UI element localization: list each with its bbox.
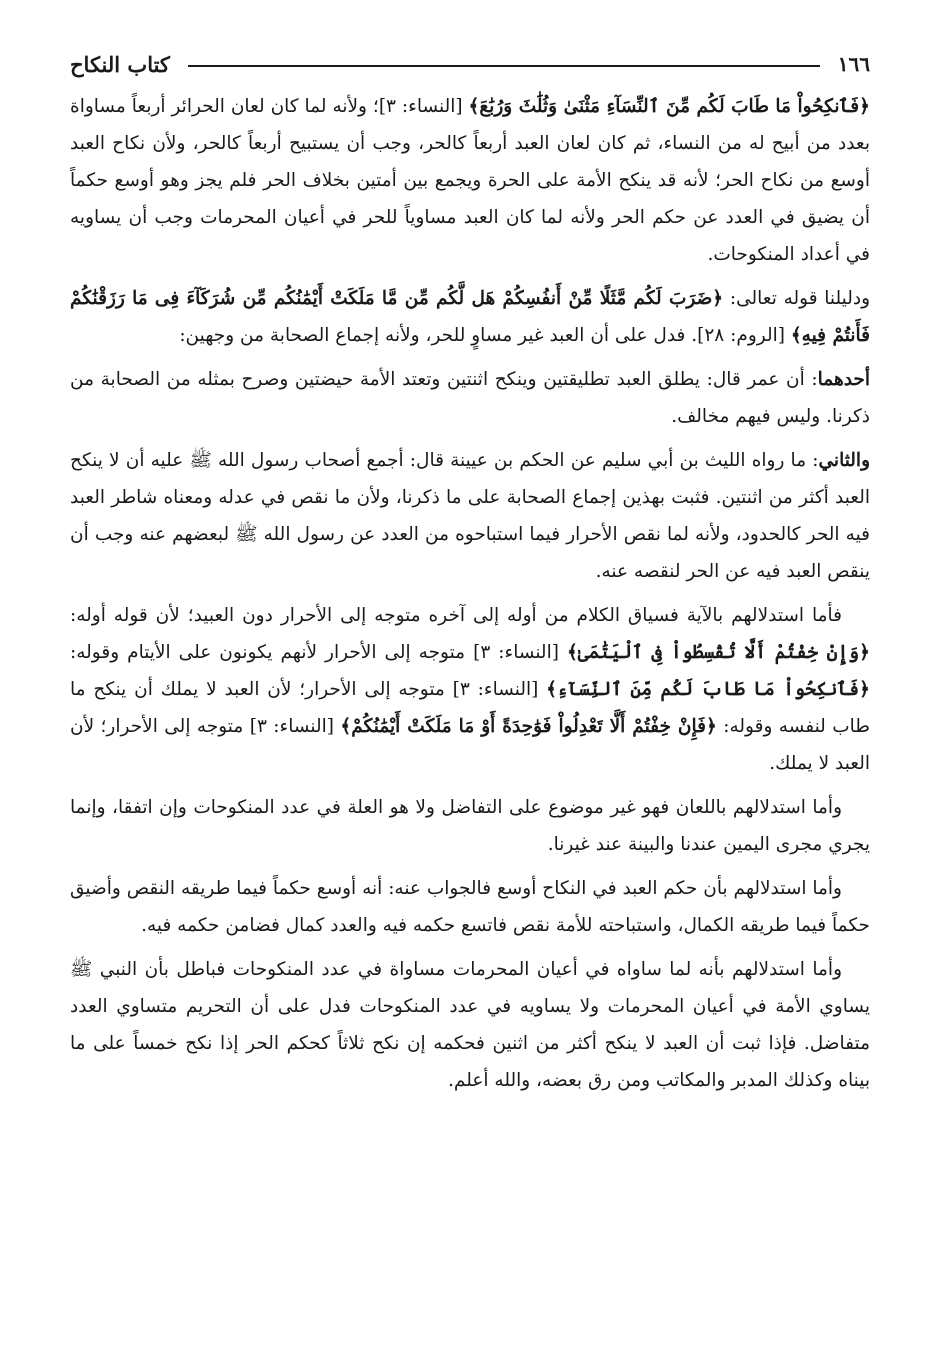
text-run: [النساء: ٣]؛ ولأنه لما كان لعان الحرائر أربعاً مساواة بعدد من أبيح له من النساء، ثم كان لعان العبد أربعاً كالحر، وجب أن يستبيح أربعاً كالحر، ولأن نكاح العبد أوسع من نكاح الحر؛ لأنه قد ينكح الأمة على الحرة ويجمع بين أمتين بخلاف الحر فلم يجز وهو أوسع حكماً أن يضيق في العدد عن حكم الحر ولأنه لما كان العبد مساوياً للحر في أعيان المحرمات وجب أن يساويه في أعداد المنكوحات. [70,96,870,265]
text-run: [الروم: ٢٨]. فدل على أن العبد غير مساوٍ للحر، ولأنه إجماع الصحابة من وجهين: [179,325,791,346]
paragraph-p4 [70,442,870,590]
paragraph-p6 [70,789,870,863]
text-run: ودليلنا قوله تعالى: [723,288,870,309]
page-header [70,44,870,84]
paragraph-p5 [70,597,870,782]
text-run: [النساء: ٣] متوجه إلى الأحرار لأنهم يكونون على الأيتام وقوله: [70,642,567,663]
book-page [70,44,870,1106]
quran-verse: ﴿فَإِنْ خِفْتُمْ أَلَّا تَعْدِلُواْ فَوَٰحِدَةً أَوْ مَا مَلَكَتْ أَيْمَٰنُكُمْ﴾ [340,716,717,737]
text-run: وأما استدلالهم بأن حكم العبد في النكاح أوسع فالجواب عنه: أنه أوسع حكماً فيما طريقه النقص وأضيق حكماً فيما طريقه الكمال، واستباحته للأمة نقص فاتسع حكمه فيه والعدد كمال فضامن حكمه فيه. [70,878,870,936]
text-run: [النساء: ٣] متوجه إلى الأحرار؛ لأن العبد لا يملك أن ينكح ما طاب لنفسه وقوله: [70,679,871,737]
book-title: كتاب النكاح [70,51,170,77]
paragraph-p2 [70,280,870,354]
text-run: وأما استدلالهم باللعان فهو غير موضوع على التفاضل ولا هو العلة في عدد المنكوحات وإن اتفقا، وإنما يجري مجرى اليمين عندنا والبينة عند غيرنا. [70,797,870,855]
paragraph-p3 [70,361,870,435]
quran-verse: ﴿فَٱنكِحُواْ مَا طَابَ لَكُم مِّنَ ٱلنِّسَآءِ﴾ [546,679,870,700]
header-rule [188,65,820,67]
text-run: [النساء: ٣] متوجه إلى الأحرار؛ لأن العبد لا يملك. [70,716,870,774]
quran-verse: ﴿فَٱنكِحُواْ مَا طَابَ لَكُم مِّنَ ٱلنِّسَآءِ مَثْنَىٰ وَثُلَٰثَ وَرُبَٰعَ﴾ [468,96,870,117]
paragraph-p7 [70,870,870,944]
point-label: أحدهما [817,369,870,390]
text-run: وأما استدلالهم بأنه لما ساواه في أعيان المحرمات مساواة في عدد المنكوحات فباطل بأن النبي ﷺ يساوي الأمة في أعيان المحرمات ولا يساويه في عدد المنكوحات فدل على أن التحريم متساوي العدد متفاضل. فإذا ثبت أن العبد لا ينكح أكثر من اثنين فحكمه إن نكح ثلاثاً كحكم الحر إذا نكح خمساً على ما بيناه وكذلك المدبر والمكاتب ومن رق بعضه، والله أعلم. [70,959,870,1091]
body-text [70,88,870,1099]
quran-verse: ﴿ضَرَبَ لَكُم مَّثَلًا مِّنْ أَنفُسِكُمْ هَل لَّكُم مِّن مَّا مَلَكَتْ أَيْمَٰنُكُم مِّن شُرَكَآءَ فِى مَا رَزَقْنَٰكُمْ فَأَنتُمْ فِيهِ﴾ [70,288,870,346]
page-number: ١٦٦ [837,52,870,76]
text-run: : ما رواه الليث بن أبي سليم عن الحكم بن عيينة قال: أجمع أصحاب رسول الله ﷺ عليه أن لا ينكح العبد أكثر من اثنتين. فثبت بهذين إجماع الصحابة على ما ذكرنا، ولأن ما نقص في عدله ومعناه شاطر العبد فيه الحر كالحدود، ولأنه لما نقص الأحرار فيما استباحوه من العدد عن رسول الله ﷺ لبعضهم عنه وجب أن ينقص العبد فيه عن الحر لنقصه عنه. [70,450,870,582]
point-label: والثاني [818,450,870,471]
paragraph-p8 [70,951,870,1099]
paragraph-p1 [70,88,870,273]
text-run: فأما استدلالهم بالآية فسياق الكلام من أوله إلى آخره متوجه إلى الأحرار دون العبيد؛ لأن قوله أوله: [70,605,842,626]
text-run: : أن عمر قال: يطلق العبد تطليقتين وينكح اثنتين وتعتد الأمة حيضتين وصرح بمثله من الصحابة من ذكرنا. وليس فيهم مخالف. [70,369,870,427]
quran-verse: ﴿وَإِنْ خِفْتُمْ أَلَّا تُقْسِطُواْ فِى ٱلْيَتَٰمَىٰ﴾ [566,642,870,663]
